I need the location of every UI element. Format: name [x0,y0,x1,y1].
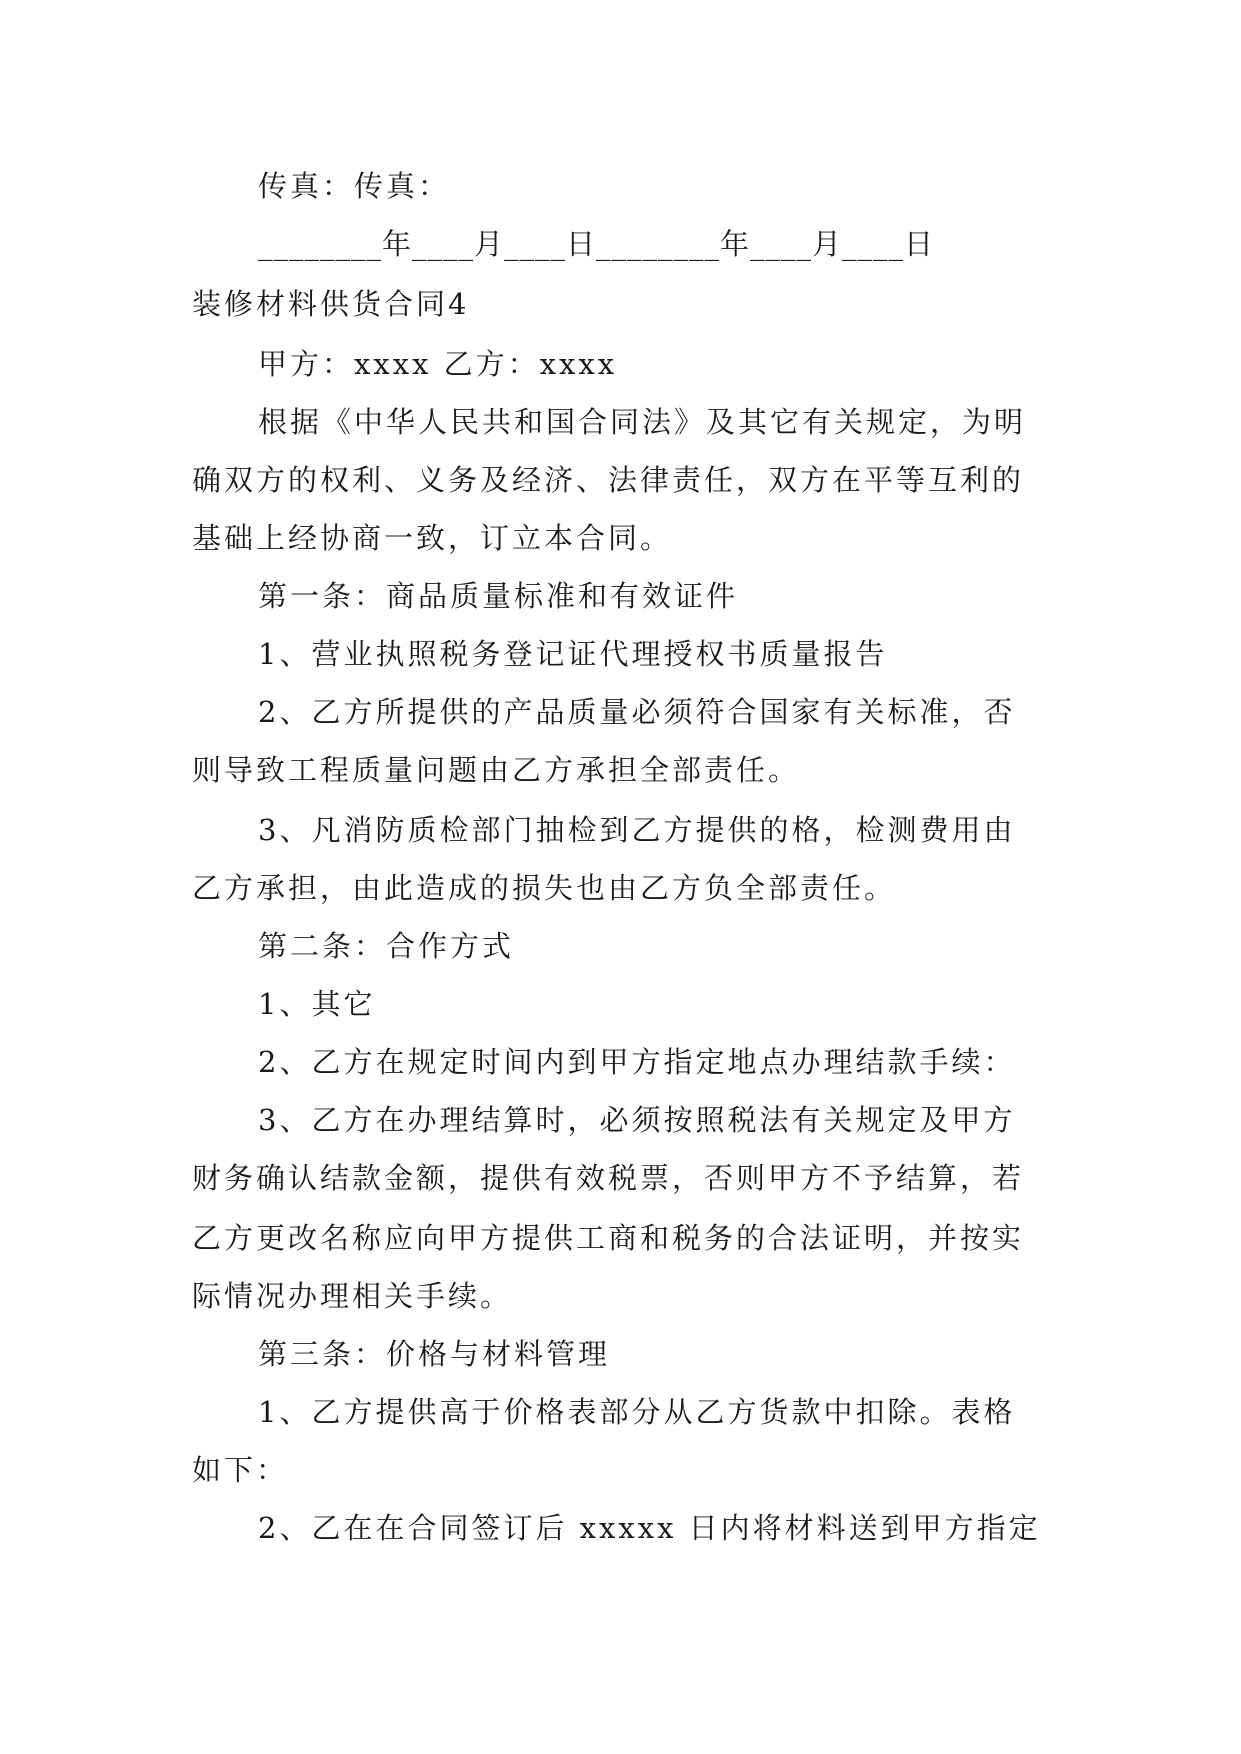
parties-line: 甲方：xxxx 乙方：xxxx [258,347,618,381]
date-line: ________年____月____日________年____月____日 [258,227,935,261]
article-2-item-3-line-4: 际情况办理相关手续。 [192,1279,513,1313]
article-1-heading: 第一条：商品质量标准和有效证件 [258,579,739,613]
article-1-item-3-line-1: 3、凡消防质检部门抽检到乙方提供的格，检测费用由 [258,813,1016,847]
fax-line: 传真：传真： [258,169,451,203]
article-1-item-2-line-2: 则导致工程质量问题由乙方承担全部责任。 [192,753,801,787]
article-2-item-3-line-1: 3、乙方在办理结算时，必须按照税法有关规定及甲方 [258,1103,1016,1137]
article-2-item-3-line-2: 财务确认结款金额，提供有效税票，否则甲方不予结算，若 [192,1161,1025,1195]
article-3-item-2-line-1: 2、乙在在合同签订后 xxxxx 日内将材料送到甲方指定 [258,1511,1041,1545]
article-1-item-2-line-1: 2、乙方所提供的产品质量必须符合国家有关标准，否 [258,695,1016,729]
article-3-item-1-line-1: 1、乙方提供高于价格表部分从乙方货款中扣除。表格 [258,1395,1016,1429]
article-3-heading: 第三条：价格与材料管理 [258,1337,611,1371]
preamble-line-1: 根据《中华人民共和国合同法》及其它有关规定，为明 [258,405,1027,439]
article-2-heading: 第二条：合作方式 [258,929,515,963]
article-2-item-3-line-3: 乙方更改名称应向甲方提供工商和税务的合法证明，并按实 [192,1221,1025,1255]
article-1-item-1: 1、营业执照税务登记证代理授权书质量报告 [258,637,888,671]
contract-title: 装修材料供货合同4 [192,287,470,321]
article-3-item-1-line-2: 如下： [192,1453,289,1487]
article-2-item-2: 2、乙方在规定时间内到甲方指定地点办理结款手续： [258,1045,1016,1079]
article-2-item-1: 1、其它 [258,987,376,1021]
preamble-line-2: 确双方的权利、义务及经济、法律责任，双方在平等互利的 [192,463,1025,497]
preamble-line-3: 基础上经协商一致，订立本合同。 [192,521,673,555]
article-1-item-3-line-2: 乙方承担，由此造成的损失也由乙方负全部责任。 [192,871,897,905]
